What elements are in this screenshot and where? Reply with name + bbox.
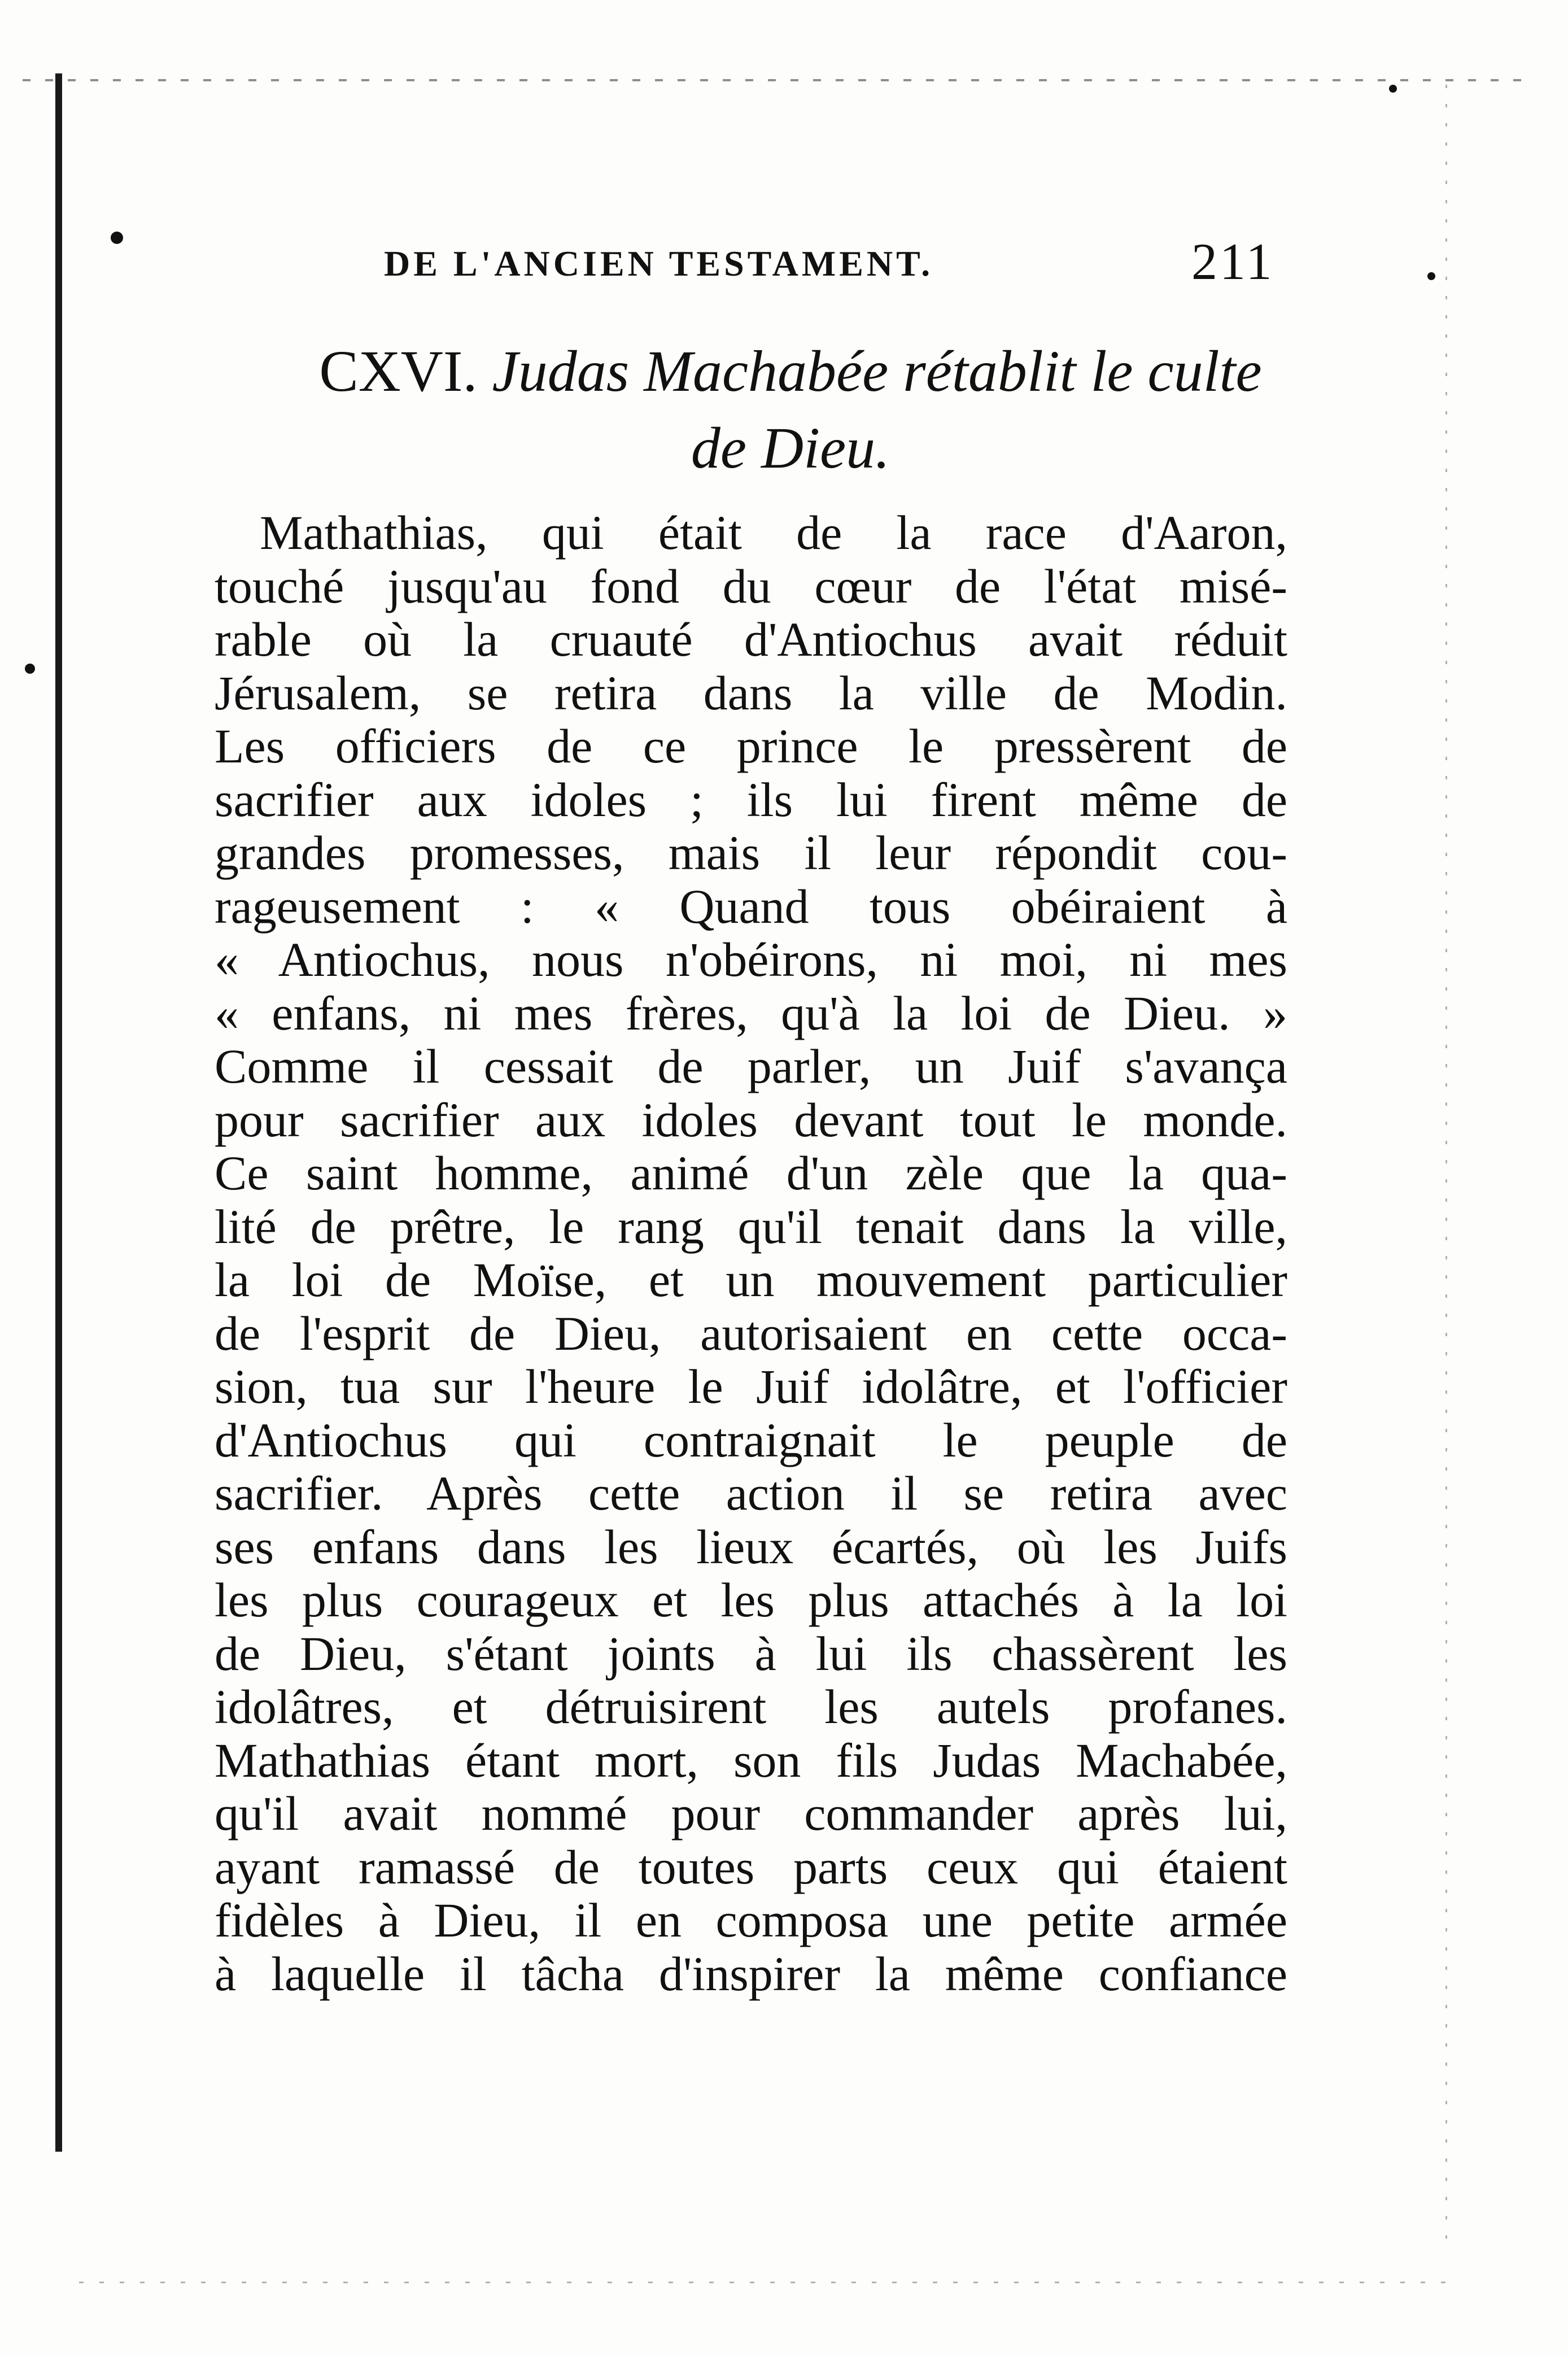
- text-line: de Dieu, s'étant joints à lui ils chassèrent les: [215, 1626, 1287, 1681]
- text-line: rageusement : « Quand tous obéiraient à: [215, 879, 1287, 934]
- text-line: ayant ramassé de toutes parts ceux qui étaient: [215, 1839, 1287, 1894]
- text-line: qu'il avait nommé pour commander après lui,: [215, 1786, 1287, 1841]
- ink-speck: [1389, 85, 1397, 93]
- text-line: les plus courageux et les plus attachés à la loi: [215, 1573, 1287, 1627]
- text-line: rable où la cruauté d'Antiochus avait réduit: [215, 612, 1287, 666]
- body-text: [215, 506, 1287, 2000]
- ink-speck: [25, 664, 35, 674]
- text-line: grandes promesses, mais il leur répondit cou-: [215, 826, 1287, 880]
- chapter-number: CXVI.: [319, 339, 478, 404]
- page-right-edge: [1445, 85, 1447, 2242]
- chapter-heading-line-2: [215, 410, 1366, 487]
- chapter-title-part-1: Judas Machabée rétablit le culte: [492, 339, 1262, 404]
- text-line: la loi de Moïse, et un mouvement particulier: [215, 1253, 1287, 1307]
- text-line: à laquelle il tâcha d'inspirer la même confiance: [215, 1946, 1287, 2001]
- text-line: lité de prêtre, le rang qu'il tenait dans la ville,: [215, 1199, 1287, 1254]
- text-line: sacrifier aux idoles ; ils lui firent même de: [215, 772, 1287, 827]
- text-line: Les officiers de ce prince le pressèrent de: [215, 719, 1287, 773]
- text-line: pour sacrifier aux idoles devant tout le monde.: [215, 1092, 1287, 1147]
- ink-speck: [1427, 272, 1435, 280]
- text-line: Comme il cessait de parler, un Juif s'avança: [215, 1039, 1287, 1093]
- text-line: « Antiochus, nous n'obéirons, ni moi, ni mes: [215, 932, 1287, 987]
- text-line: sacrifier. Après cette action il se retira avec: [215, 1466, 1287, 1520]
- text-line: ses enfans dans les lieux écartés, où les Juifs: [215, 1519, 1287, 1574]
- text-line: fidèles à Dieu, il en composa une petite armée: [215, 1893, 1287, 1947]
- page-left-edge: [55, 73, 62, 2152]
- page-number: 211: [1191, 233, 1274, 290]
- text-line: d'Antiochus qui contraignait le peuple de: [215, 1412, 1287, 1467]
- text-line: de l'esprit de Dieu, autorisaient en cette occa-: [215, 1306, 1287, 1360]
- text-line: Mathathias, qui était de la race d'Aaron,: [260, 505, 1287, 560]
- chapter-heading-line-1: [215, 333, 1366, 410]
- text-line: « enfans, ni mes frères, qu'à la loi de Dieu. »: [215, 985, 1287, 1040]
- ink-speck: [111, 232, 123, 244]
- text-line: Mathathias étant mort, son fils Judas Machabée,: [215, 1733, 1287, 1787]
- chapter-heading: [215, 333, 1366, 487]
- chapter-title-part-2: de Dieu.: [691, 416, 890, 481]
- text-line: idolâtres, et détruisirent les autels profanes.: [215, 1680, 1287, 1734]
- text-line: touché jusqu'au fond du cœur de l'état misé-: [215, 559, 1287, 613]
- text-line: Ce saint homme, animé d'un zèle que la qua-: [215, 1146, 1287, 1200]
- page-top-edge: [23, 79, 1525, 81]
- running-head: DE L'ANCIEN TESTAMENT.: [384, 243, 934, 284]
- text-line: sion, tua sur l'heure le Juif idolâtre, et l'officier: [215, 1359, 1287, 1414]
- text-line: Jérusalem, se retira dans la ville de Modin.: [215, 665, 1287, 720]
- page-bottom-edge: [79, 2282, 1445, 2283]
